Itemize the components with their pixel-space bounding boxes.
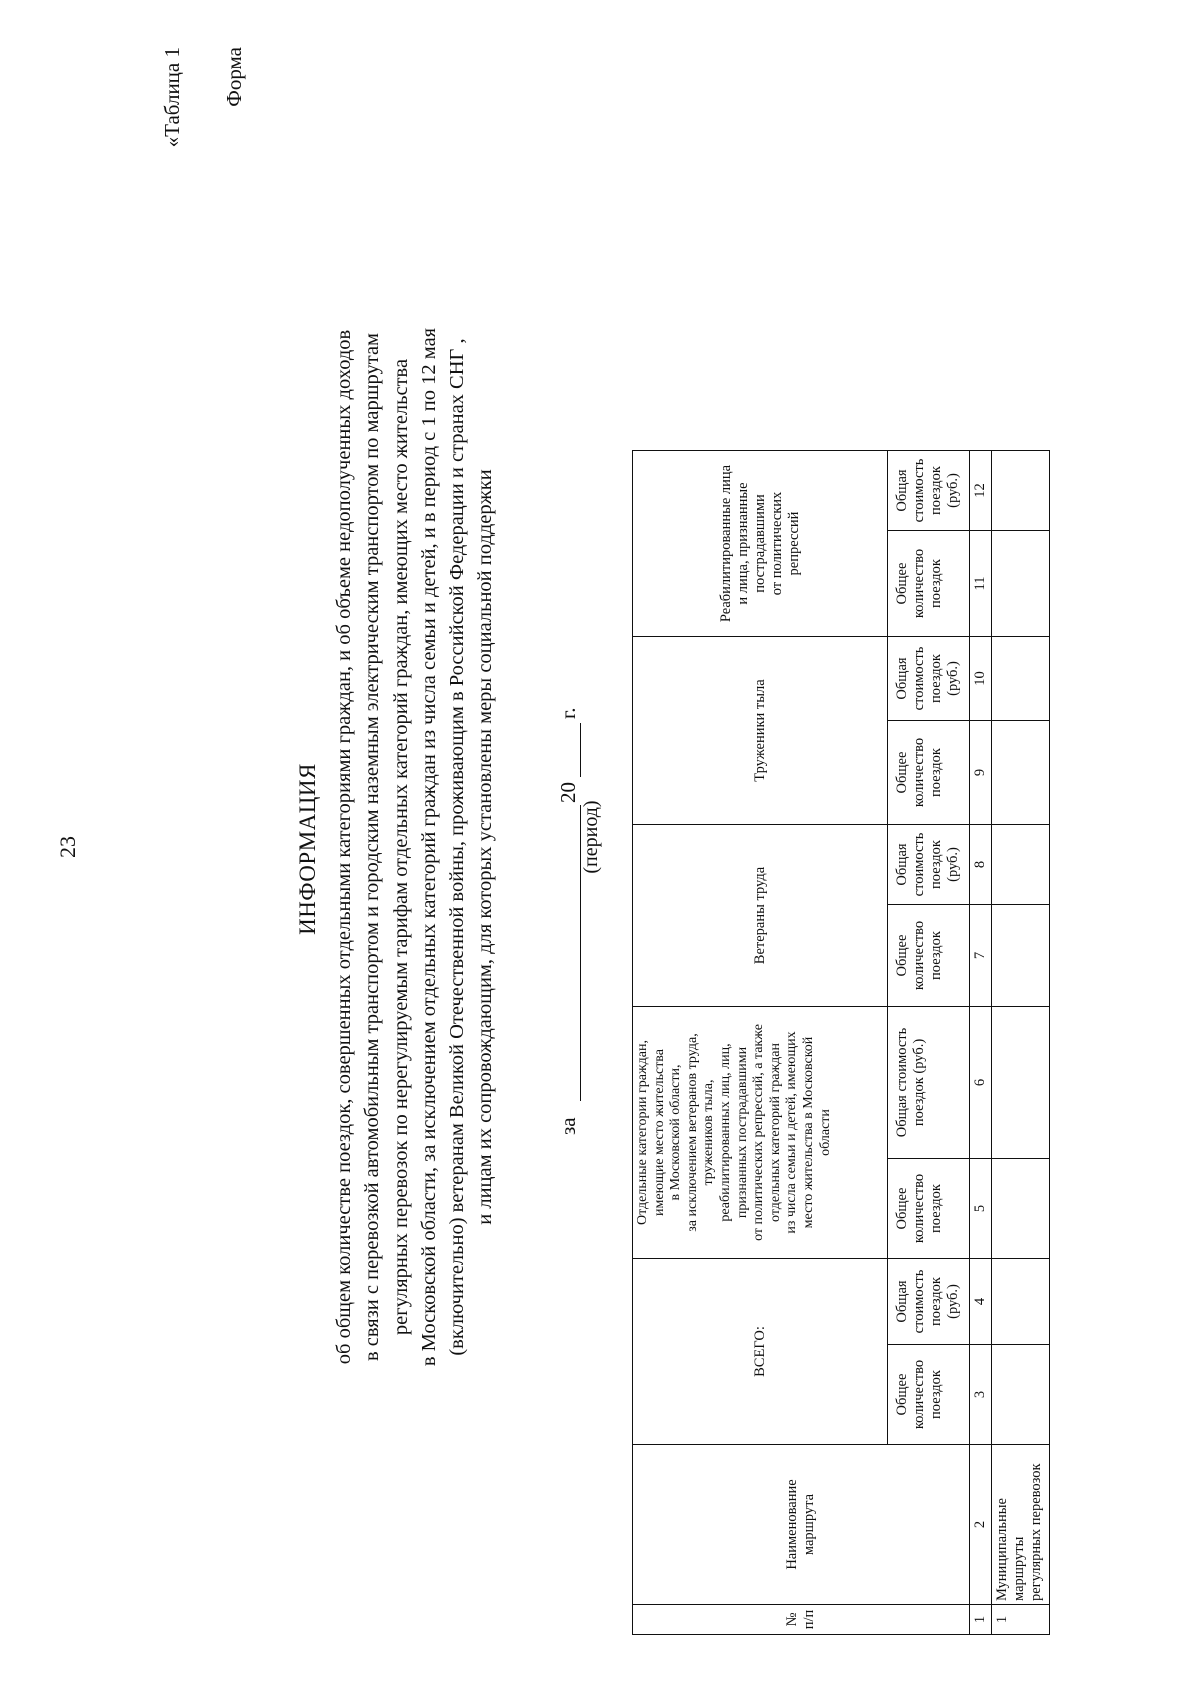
column-number: 4 xyxy=(970,1259,992,1345)
header-row-1 xyxy=(633,451,888,1635)
period-prefix: за xyxy=(556,1117,580,1135)
document-description xyxy=(330,157,500,1537)
data-cell xyxy=(992,825,1050,905)
description-line: об общем количестве поездок, совершенных отдельными категориями граждан, и об объеме недополученных доходов xyxy=(333,329,355,1365)
subheader-trips-count: Общее количество поездок xyxy=(888,531,970,637)
subheader-trips-cost: Общая стоимость поездок (руб.) xyxy=(888,825,970,905)
period-caption: (период) xyxy=(580,800,602,874)
column-number: 1 xyxy=(970,1605,992,1635)
table-label: «Таблица 1 xyxy=(160,47,184,148)
period-suffix: г. xyxy=(556,707,580,719)
data-cell xyxy=(992,637,1050,721)
description-line: в Московской области, за исключением отдельных категорий граждан из числа семьи и детей, и в период с 1 по 12 мая xyxy=(417,327,440,1367)
column-number-row xyxy=(970,451,992,1635)
description-line: в связи с перевозкой автомобильным транспортом и городским наземным электрическим транспортом по маршрутам xyxy=(361,332,384,1362)
column-number: 5 xyxy=(970,1159,992,1259)
data-table xyxy=(632,450,1050,1635)
header-other-categories: Отдельные категории граждан, имеющие место жительства в Московской области, за исключением ветеранов труда, тружеников тыла, реабилитированных лиц, лиц, признанных пострадавшими от политических репрессий, а также отдельных категорий граждан из числа семьи и детей, имеющих место жительства в Московской области xyxy=(633,1007,888,1259)
column-number: 7 xyxy=(970,905,992,1007)
column-number: 9 xyxy=(970,721,992,825)
column-number: 6 xyxy=(970,1007,992,1159)
data-cell xyxy=(992,531,1050,637)
row-route-name-cell: Муниципальные маршруты регулярных перевозок xyxy=(992,1445,1050,1605)
table-row xyxy=(992,451,1050,1635)
subheader-trips-cost: Общая стоимость поездок (руб.) xyxy=(888,1259,970,1345)
column-number: 3 xyxy=(970,1345,992,1445)
data-cell xyxy=(992,721,1050,825)
subheader-trips-cost: Общая стоимость поездок (руб.) xyxy=(888,637,970,721)
data-cell xyxy=(992,1259,1050,1345)
column-number: 12 xyxy=(970,451,992,531)
row-num-cell: 1 xyxy=(992,1605,1050,1635)
description-line: регулярных перевозок по нерегулируемым тарифам отдельных категорий граждан, имеющих место жительства xyxy=(389,358,412,1336)
data-cell xyxy=(992,905,1050,1007)
header-total: ВСЕГО: xyxy=(633,1259,888,1445)
data-cell xyxy=(992,1007,1050,1159)
subheader-trips-count: Общее количество поездок xyxy=(888,905,970,1007)
period-year-prefix: 20 xyxy=(556,782,580,803)
header-labor-veterans: Ветераны труда xyxy=(633,825,888,1007)
column-number: 8 xyxy=(970,825,992,905)
column-number: 2 xyxy=(970,1445,992,1605)
document-title: ИНФОРМАЦИЯ xyxy=(295,763,320,935)
subheader-trips-cost: Общая стоимость поездок (руб.) xyxy=(888,1007,970,1159)
subheader-trips-count: Общее количество поездок xyxy=(888,1345,970,1445)
subheader-trips-count: Общее количество поездок xyxy=(888,721,970,825)
data-cell xyxy=(992,1159,1050,1259)
data-cell xyxy=(992,451,1050,531)
data-cell xyxy=(992,1345,1050,1445)
header-home-front-workers: Труженики тыла xyxy=(633,637,888,825)
column-number: 11 xyxy=(970,531,992,637)
header-route-name: Наименование маршрута xyxy=(633,1445,970,1605)
subheader-trips-count: Общее количество поездок xyxy=(888,1159,970,1259)
description-line: (включительно) ветеранам Великой Отечественной войны, проживающим в Российской Федерации и странах СНГ , xyxy=(446,338,469,1356)
subheader-trips-cost: Общая стоимость поездок (руб.) xyxy=(888,451,970,531)
header-rehabilitated: Реабилитированные лица и лица, признанные пострадавшими от политических репрессий xyxy=(633,451,888,637)
column-number: 10 xyxy=(970,637,992,721)
header-num: № п/п xyxy=(633,1605,970,1635)
page-number: 23 xyxy=(55,836,80,858)
form-label: Форма xyxy=(222,47,246,107)
description-line: и лицам их сопровождающим, для которых установлены меры социальной поддержки xyxy=(474,469,497,1225)
